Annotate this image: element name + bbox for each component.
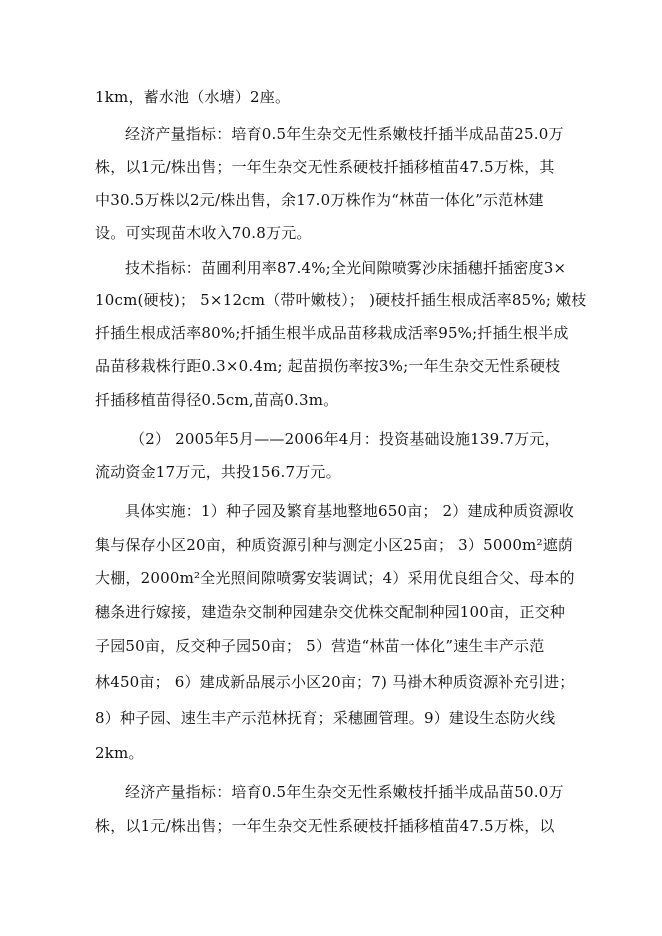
text-line: 中30.5万株以2元/株出售，余17.0万株作为“林苗一体化”示范林建 bbox=[95, 191, 544, 209]
text-line: 经济产量指标：培育0.5年生杂交无性系嫩枝扦插半成品苗50.0万 bbox=[125, 783, 564, 801]
text-line: 10cm(硬枝)； 5×12cm（带叶嫩枝）； )硬枝扦插生根成活率85%; 嫩枝 bbox=[95, 291, 587, 309]
text-line: 品苗移栽株行距0.3×0.4m; 起苗损伤率按3%;一年生杂交无性系硬枝 bbox=[95, 357, 561, 375]
text-line: 经济产量指标：培育0.5年生杂交无性系嫩枝扦插半成品苗25.0万 bbox=[125, 125, 564, 143]
text-line: 株，以1元/株出售；一年生杂交无性系硬枝扦插移植苗47.5万株，以 bbox=[95, 817, 555, 835]
text-line: 2km。 bbox=[95, 744, 144, 762]
text-line: 株，以1元/株出售；一年生杂交无性系硬枝扦插移植苗47.5万株，其 bbox=[95, 158, 555, 176]
text-line: 流动资金17万元，共投156.7万元。 bbox=[95, 463, 341, 481]
text-line: 扦插生根成活率80%;扦插生根半成品苗移栽成活率95%;扦插生根半成 bbox=[95, 324, 569, 342]
text-line: 大棚，2000m²全光照间隙喷雾安装调试；4）采用优良组合父、母本的 bbox=[95, 569, 575, 587]
text-line: 8）种子园、速生丰产示范林抚育；采穗圃管理。9）建设生态防火线 bbox=[95, 709, 556, 727]
text-line: 设。可实现苗木收入70.8万元。 bbox=[95, 224, 312, 242]
text-line: （2） 2005年5月——2006年4月：投资基础设施139.7万元， bbox=[130, 430, 560, 448]
text-line: 具体实施：1）种子园及繁育基地整地650亩； 2）建成种质资源收 bbox=[125, 502, 574, 520]
text-line: 1km，蓄水池（水塘）2座。 bbox=[95, 88, 291, 106]
text-line: 穗条进行嫁接，建造杂交制种园建杂交优株交配制种园100亩，正交种 bbox=[95, 603, 566, 621]
text-line: 林450亩； 6）建成新品展示小区20亩；7) 马褂木种质资源补充引进； bbox=[95, 673, 575, 691]
text-line: 集与保存小区20亩，种质资源引种与测定小区25亩； 3）5000m²遮荫 bbox=[95, 536, 574, 554]
text-line: 扦插移植苗得径0.5cm,苗高0.3m。 bbox=[95, 391, 339, 409]
text-line: 子园50亩，反交种子园50亩； 5）营造“林苗一体化”速生丰产示范 bbox=[95, 637, 545, 655]
text-line: 技术指标：苗圃利用率87.4%;全光间隙喷雾沙床插穗扦插密度3× bbox=[125, 259, 567, 277]
